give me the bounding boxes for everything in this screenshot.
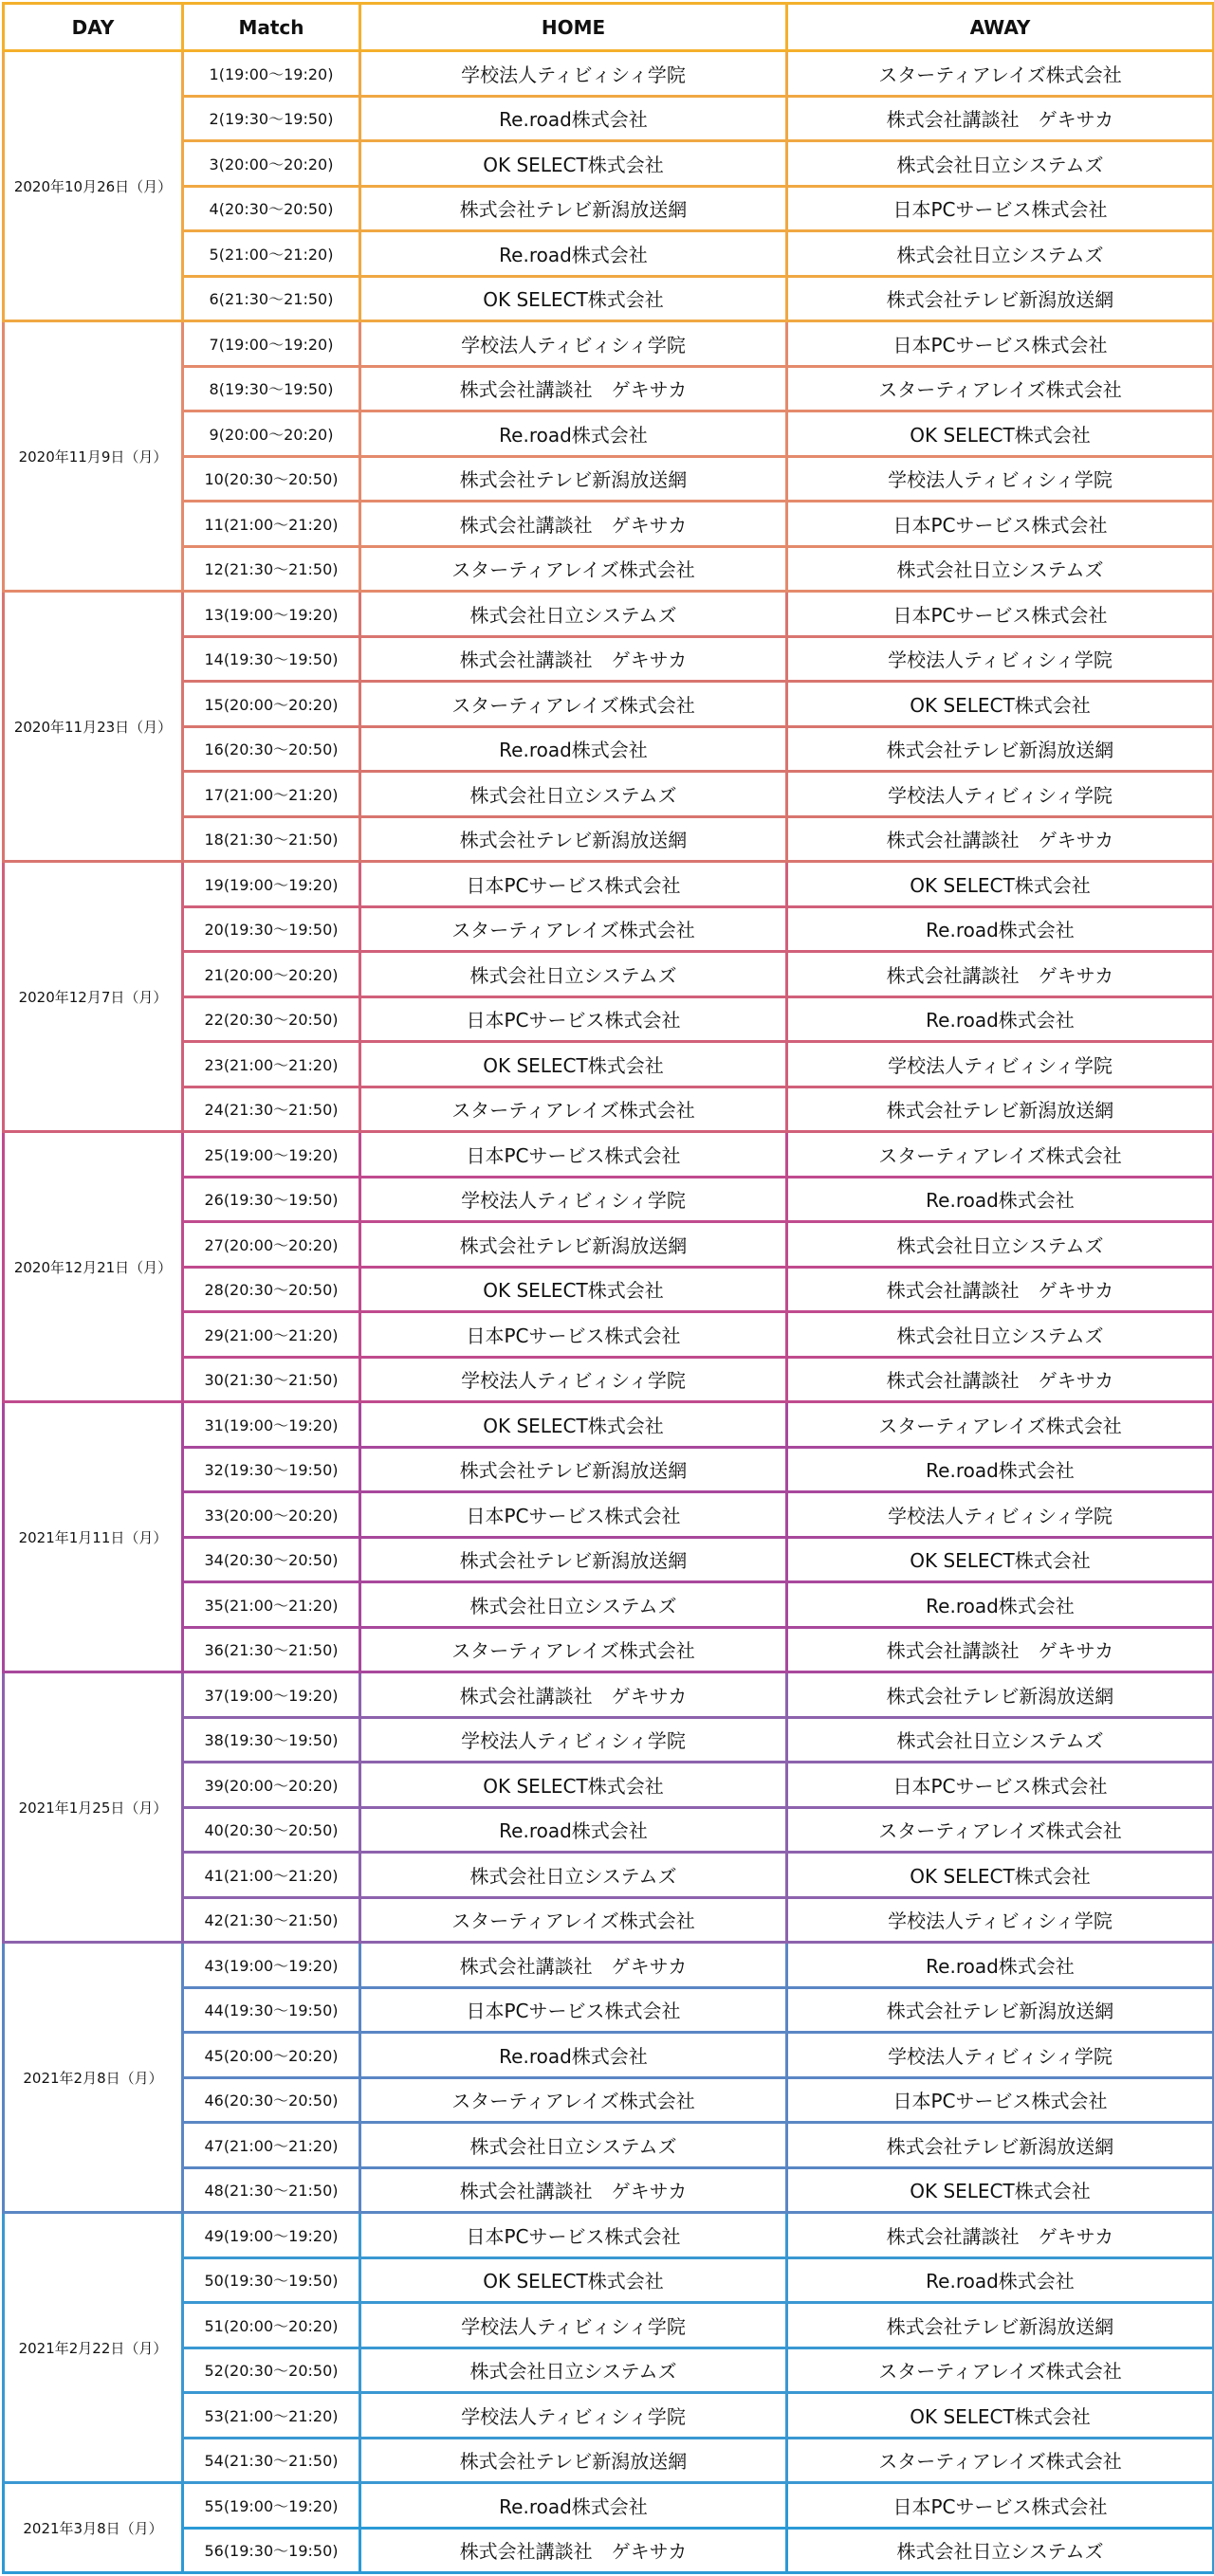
match-row xyxy=(4,1807,1214,1853)
home-team-cell: 学校法人ティビィシィ学院 xyxy=(360,2393,787,2439)
away-team-cell: Re.road株式会社 xyxy=(787,1582,1214,1628)
away-column-header: AWAY xyxy=(787,4,1214,51)
home-team-cell: 学校法人ティビィシィ学院 xyxy=(360,321,787,367)
away-team-cell: スターティアレイズ株式会社 xyxy=(787,366,1214,411)
home-team-cell: スターティアレイズ株式会社 xyxy=(360,1087,787,1132)
match-row xyxy=(4,276,1214,321)
away-team-cell: 株式会社日立システムズ xyxy=(787,2528,1214,2573)
match-row xyxy=(4,1177,1214,1222)
match-number-cell: 30(21:30～21:50) xyxy=(183,1357,360,1402)
match-number-cell: 7(19:00～19:20) xyxy=(183,321,360,367)
match-number-cell: 26(19:30～19:50) xyxy=(183,1177,360,1222)
match-number-cell: 55(19:00～19:20) xyxy=(183,2483,360,2529)
match-row xyxy=(4,2528,1214,2573)
away-team-cell: 学校法人ティビィシィ学院 xyxy=(787,1042,1214,1087)
away-team-cell: Re.road株式会社 xyxy=(787,2257,1214,2303)
home-team-cell: 学校法人ティビィシィ学院 xyxy=(360,2303,787,2348)
away-team-cell: 株式会社講談社 ゲキサカ xyxy=(787,96,1214,141)
match-number-cell: 37(19:00～19:20) xyxy=(183,1672,360,1718)
home-team-cell: Re.road株式会社 xyxy=(360,411,787,457)
match-row xyxy=(4,1672,1214,1718)
away-team-cell: 学校法人ティビィシィ学院 xyxy=(787,636,1214,682)
away-team-cell: 株式会社テレビ新潟放送網 xyxy=(787,2123,1214,2168)
home-team-cell: 株式会社日立システムズ xyxy=(360,1582,787,1628)
match-number-cell: 35(21:00～21:20) xyxy=(183,1582,360,1628)
match-row xyxy=(4,772,1214,817)
away-team-cell: OK SELECT株式会社 xyxy=(787,411,1214,457)
away-team-cell: Re.road株式会社 xyxy=(787,1177,1214,1222)
home-team-cell: スターティアレイズ株式会社 xyxy=(360,546,787,592)
match-row xyxy=(4,546,1214,592)
match-number-cell: 41(21:00～21:20) xyxy=(183,1853,360,1898)
home-team-cell: OK SELECT株式会社 xyxy=(360,1042,787,1087)
match-number-cell: 54(21:30～21:50) xyxy=(183,2438,360,2483)
day-date-cell: 2021年2月8日（月） xyxy=(4,1943,183,2213)
match-number-cell: 16(20:30～20:50) xyxy=(183,726,360,772)
away-team-cell: OK SELECT株式会社 xyxy=(787,1537,1214,1582)
match-row xyxy=(4,816,1214,862)
away-team-cell: 日本PCサービス株式会社 xyxy=(787,502,1214,547)
home-team-cell: 株式会社テレビ新潟放送網 xyxy=(360,2438,787,2483)
match-number-cell: 3(20:00～20:20) xyxy=(183,141,360,187)
match-number-cell: 31(19:00～19:20) xyxy=(183,1402,360,1448)
match-row xyxy=(4,1402,1214,1448)
match-row xyxy=(4,2303,1214,2348)
home-team-cell: 日本PCサービス株式会社 xyxy=(360,2213,787,2258)
match-row xyxy=(4,1267,1214,1312)
match-row xyxy=(4,2123,1214,2168)
match-row xyxy=(4,2077,1214,2123)
match-number-cell: 52(20:30～20:50) xyxy=(183,2348,360,2393)
home-team-cell: 株式会社日立システムズ xyxy=(360,592,787,637)
home-team-cell: 日本PCサービス株式会社 xyxy=(360,862,787,907)
match-row xyxy=(4,682,1214,727)
away-team-cell: 学校法人ティビィシィ学院 xyxy=(787,2033,1214,2078)
home-team-cell: 株式会社講談社 ゲキサカ xyxy=(360,2167,787,2213)
home-team-cell: OK SELECT株式会社 xyxy=(360,2257,787,2303)
away-team-cell: 学校法人ティビィシィ学院 xyxy=(787,1897,1214,1943)
away-team-cell: 日本PCサービス株式会社 xyxy=(787,592,1214,637)
match-row xyxy=(4,1987,1214,2033)
match-number-cell: 29(21:00～21:20) xyxy=(183,1312,360,1358)
away-team-cell: 学校法人ティビィシィ学院 xyxy=(787,456,1214,502)
away-team-cell: 株式会社日立システムズ xyxy=(787,546,1214,592)
match-row xyxy=(4,952,1214,997)
away-team-cell: 株式会社講談社 ゲキサカ xyxy=(787,1627,1214,1672)
away-team-cell: OK SELECT株式会社 xyxy=(787,1853,1214,1898)
match-number-cell: 53(21:00～21:20) xyxy=(183,2393,360,2439)
match-number-cell: 19(19:00～19:20) xyxy=(183,862,360,907)
home-team-cell: 学校法人ティビィシィ学院 xyxy=(360,1177,787,1222)
home-team-cell: OK SELECT株式会社 xyxy=(360,276,787,321)
match-number-cell: 15(20:00～20:20) xyxy=(183,682,360,727)
match-number-cell: 36(21:30～21:50) xyxy=(183,1627,360,1672)
home-team-cell: スターティアレイズ株式会社 xyxy=(360,1897,787,1943)
match-row xyxy=(4,1087,1214,1132)
home-team-cell: 株式会社講談社 ゲキサカ xyxy=(360,1672,787,1718)
away-team-cell: スターティアレイズ株式会社 xyxy=(787,1807,1214,1853)
away-team-cell: 株式会社日立システムズ xyxy=(787,231,1214,277)
home-team-cell: 株式会社講談社 ゲキサカ xyxy=(360,1943,787,1988)
match-row xyxy=(4,366,1214,411)
home-team-cell: 株式会社テレビ新潟放送網 xyxy=(360,456,787,502)
day-date-cell: 2020年12月21日（月） xyxy=(4,1132,183,1402)
day-date-cell: 2021年1月11日（月） xyxy=(4,1402,183,1672)
away-team-cell: 学校法人ティビィシィ学院 xyxy=(787,772,1214,817)
home-team-cell: 学校法人ティビィシィ学院 xyxy=(360,1357,787,1402)
match-number-cell: 28(20:30～20:50) xyxy=(183,1267,360,1312)
day-date-cell: 2020年12月7日（月） xyxy=(4,862,183,1132)
match-number-cell: 48(21:30～21:50) xyxy=(183,2167,360,2213)
home-team-cell: 日本PCサービス株式会社 xyxy=(360,1492,787,1538)
match-row xyxy=(4,996,1214,1042)
home-team-cell: Re.road株式会社 xyxy=(360,726,787,772)
away-team-cell: 日本PCサービス株式会社 xyxy=(787,321,1214,367)
day-date-cell: 2021年3月8日（月） xyxy=(4,2483,183,2573)
home-team-cell: Re.road株式会社 xyxy=(360,2483,787,2529)
match-number-cell: 47(21:00～21:20) xyxy=(183,2123,360,2168)
away-team-cell: スターティアレイズ株式会社 xyxy=(787,1132,1214,1178)
match-row xyxy=(4,1042,1214,1087)
match-number-cell: 23(21:00～21:20) xyxy=(183,1042,360,1087)
match-row xyxy=(4,2213,1214,2258)
home-team-cell: 株式会社日立システムズ xyxy=(360,772,787,817)
match-row xyxy=(4,1627,1214,1672)
match-row xyxy=(4,502,1214,547)
away-team-cell: 日本PCサービス株式会社 xyxy=(787,1763,1214,1808)
home-team-cell: 株式会社講談社 ゲキサカ xyxy=(360,2528,787,2573)
match-row xyxy=(4,1537,1214,1582)
home-column-header: HOME xyxy=(360,4,787,51)
match-number-cell: 38(19:30～19:50) xyxy=(183,1717,360,1763)
match-row xyxy=(4,1717,1214,1763)
match-row xyxy=(4,636,1214,682)
away-team-cell: 株式会社日立システムズ xyxy=(787,1717,1214,1763)
day-date-cell: 2020年10月26日（月） xyxy=(4,51,183,321)
match-row xyxy=(4,96,1214,141)
away-team-cell: 日本PCサービス株式会社 xyxy=(787,2077,1214,2123)
away-team-cell: スターティアレイズ株式会社 xyxy=(787,1402,1214,1448)
match-row xyxy=(4,51,1214,97)
header-row xyxy=(4,4,1214,51)
match-row xyxy=(4,411,1214,457)
home-team-cell: スターティアレイズ株式会社 xyxy=(360,2077,787,2123)
away-team-cell: 学校法人ティビィシィ学院 xyxy=(787,1492,1214,1538)
away-team-cell: スターティアレイズ株式会社 xyxy=(787,51,1214,97)
home-team-cell: Re.road株式会社 xyxy=(360,231,787,277)
match-row xyxy=(4,726,1214,772)
home-team-cell: 株式会社講談社 ゲキサカ xyxy=(360,502,787,547)
home-team-cell: Re.road株式会社 xyxy=(360,96,787,141)
away-team-cell: OK SELECT株式会社 xyxy=(787,682,1214,727)
match-row xyxy=(4,1897,1214,1943)
away-team-cell: OK SELECT株式会社 xyxy=(787,862,1214,907)
home-team-cell: 日本PCサービス株式会社 xyxy=(360,1312,787,1358)
match-number-cell: 51(20:00～20:20) xyxy=(183,2303,360,2348)
home-team-cell: 株式会社テレビ新潟放送網 xyxy=(360,1222,787,1268)
away-team-cell: Re.road株式会社 xyxy=(787,996,1214,1042)
away-team-cell: 株式会社日立システムズ xyxy=(787,1222,1214,1268)
match-number-cell: 5(21:00～21:20) xyxy=(183,231,360,277)
away-team-cell: OK SELECT株式会社 xyxy=(787,2167,1214,2213)
match-number-cell: 45(20:00～20:20) xyxy=(183,2033,360,2078)
home-team-cell: 株式会社テレビ新潟放送網 xyxy=(360,186,787,231)
match-row xyxy=(4,321,1214,367)
schedule-table xyxy=(2,2,1214,2574)
away-team-cell: 日本PCサービス株式会社 xyxy=(787,2483,1214,2529)
home-team-cell: Re.road株式会社 xyxy=(360,1807,787,1853)
home-team-cell: 学校法人ティビィシィ学院 xyxy=(360,51,787,97)
match-number-cell: 4(20:30～20:50) xyxy=(183,186,360,231)
match-row xyxy=(4,1312,1214,1358)
match-row xyxy=(4,231,1214,277)
away-team-cell: 株式会社テレビ新潟放送網 xyxy=(787,1672,1214,1718)
match-number-cell: 25(19:00～19:20) xyxy=(183,1132,360,1178)
home-team-cell: 株式会社日立システムズ xyxy=(360,1853,787,1898)
home-team-cell: Re.road株式会社 xyxy=(360,2033,787,2078)
home-team-cell: スターティアレイズ株式会社 xyxy=(360,682,787,727)
day-date-cell: 2021年2月22日（月） xyxy=(4,2213,183,2483)
match-row xyxy=(4,1763,1214,1808)
match-row xyxy=(4,1853,1214,1898)
day-date-cell: 2020年11月9日（月） xyxy=(4,321,183,592)
match-row xyxy=(4,2167,1214,2213)
match-row xyxy=(4,2033,1214,2078)
away-team-cell: 株式会社日立システムズ xyxy=(787,141,1214,187)
away-team-cell: Re.road株式会社 xyxy=(787,906,1214,952)
home-team-cell: 日本PCサービス株式会社 xyxy=(360,1987,787,2033)
away-team-cell: 日本PCサービス株式会社 xyxy=(787,186,1214,231)
home-team-cell: 株式会社テレビ新潟放送網 xyxy=(360,1537,787,1582)
match-number-cell: 44(19:30～19:50) xyxy=(183,1987,360,2033)
home-team-cell: 株式会社テレビ新潟放送網 xyxy=(360,1447,787,1492)
home-team-cell: 株式会社日立システムズ xyxy=(360,2348,787,2393)
away-team-cell: スターティアレイズ株式会社 xyxy=(787,2348,1214,2393)
match-row xyxy=(4,862,1214,907)
match-row xyxy=(4,1492,1214,1538)
match-number-cell: 2(19:30～19:50) xyxy=(183,96,360,141)
home-team-cell: スターティアレイズ株式会社 xyxy=(360,1627,787,1672)
match-row xyxy=(4,1447,1214,1492)
away-team-cell: 株式会社日立システムズ xyxy=(787,1312,1214,1358)
away-team-cell: 株式会社講談社 ゲキサカ xyxy=(787,952,1214,997)
match-number-cell: 10(20:30～20:50) xyxy=(183,456,360,502)
match-column-header: Match xyxy=(183,4,360,51)
match-row xyxy=(4,1582,1214,1628)
match-number-cell: 13(19:00～19:20) xyxy=(183,592,360,637)
away-team-cell: 株式会社テレビ新潟放送網 xyxy=(787,726,1214,772)
match-number-cell: 34(20:30～20:50) xyxy=(183,1537,360,1582)
match-number-cell: 43(19:00～19:20) xyxy=(183,1943,360,1988)
match-number-cell: 6(21:30～21:50) xyxy=(183,276,360,321)
match-number-cell: 21(20:00～20:20) xyxy=(183,952,360,997)
match-row xyxy=(4,2483,1214,2529)
match-row xyxy=(4,2393,1214,2439)
away-team-cell: 株式会社テレビ新潟放送網 xyxy=(787,276,1214,321)
match-row xyxy=(4,2438,1214,2483)
away-team-cell: 株式会社テレビ新潟放送網 xyxy=(787,1087,1214,1132)
home-team-cell: 株式会社日立システムズ xyxy=(360,952,787,997)
match-number-cell: 32(19:30～19:50) xyxy=(183,1447,360,1492)
match-row xyxy=(4,1132,1214,1178)
match-row xyxy=(4,141,1214,187)
match-row xyxy=(4,1222,1214,1268)
match-row xyxy=(4,456,1214,502)
away-team-cell: Re.road株式会社 xyxy=(787,1447,1214,1492)
home-team-cell: OK SELECT株式会社 xyxy=(360,1267,787,1312)
match-number-cell: 18(21:30～21:50) xyxy=(183,816,360,862)
match-number-cell: 40(20:30～20:50) xyxy=(183,1807,360,1853)
match-number-cell: 49(19:00～19:20) xyxy=(183,2213,360,2258)
away-team-cell: 株式会社講談社 ゲキサカ xyxy=(787,1267,1214,1312)
match-row xyxy=(4,2257,1214,2303)
day-date-cell: 2021年1月25日（月） xyxy=(4,1672,183,1943)
away-team-cell: スターティアレイズ株式会社 xyxy=(787,2438,1214,2483)
match-number-cell: 33(20:00～20:20) xyxy=(183,1492,360,1538)
match-number-cell: 50(19:30～19:50) xyxy=(183,2257,360,2303)
match-number-cell: 12(21:30～21:50) xyxy=(183,546,360,592)
away-team-cell: Re.road株式会社 xyxy=(787,1943,1214,1988)
home-team-cell: OK SELECT株式会社 xyxy=(360,1402,787,1448)
match-row xyxy=(4,906,1214,952)
match-number-cell: 46(20:30～20:50) xyxy=(183,2077,360,2123)
away-team-cell: 株式会社講談社 ゲキサカ xyxy=(787,816,1214,862)
schedule-body xyxy=(4,51,1214,2573)
match-number-cell: 24(21:30～21:50) xyxy=(183,1087,360,1132)
match-number-cell: 11(21:00～21:20) xyxy=(183,502,360,547)
day-date-cell: 2020年11月23日（月） xyxy=(4,592,183,862)
day-column-header: DAY xyxy=(4,4,183,51)
match-row xyxy=(4,1943,1214,1988)
match-number-cell: 27(20:00～20:20) xyxy=(183,1222,360,1268)
home-team-cell: 日本PCサービス株式会社 xyxy=(360,996,787,1042)
away-team-cell: 株式会社テレビ新潟放送網 xyxy=(787,1987,1214,2033)
match-number-cell: 56(19:30～19:50) xyxy=(183,2528,360,2573)
match-row xyxy=(4,1357,1214,1402)
match-number-cell: 1(19:00～19:20) xyxy=(183,51,360,97)
home-team-cell: 株式会社日立システムズ xyxy=(360,2123,787,2168)
match-number-cell: 42(21:30～21:50) xyxy=(183,1897,360,1943)
match-number-cell: 22(20:30～20:50) xyxy=(183,996,360,1042)
home-team-cell: 株式会社講談社 ゲキサカ xyxy=(360,366,787,411)
home-team-cell: 株式会社テレビ新潟放送網 xyxy=(360,816,787,862)
home-team-cell: 学校法人ティビィシィ学院 xyxy=(360,1717,787,1763)
away-team-cell: 株式会社テレビ新潟放送網 xyxy=(787,2303,1214,2348)
away-team-cell: OK SELECT株式会社 xyxy=(787,2393,1214,2439)
match-number-cell: 17(21:00～21:20) xyxy=(183,772,360,817)
match-row xyxy=(4,186,1214,231)
home-team-cell: 株式会社講談社 ゲキサカ xyxy=(360,636,787,682)
match-row xyxy=(4,2348,1214,2393)
match-number-cell: 14(19:30～19:50) xyxy=(183,636,360,682)
home-team-cell: 日本PCサービス株式会社 xyxy=(360,1132,787,1178)
away-team-cell: 株式会社講談社 ゲキサカ xyxy=(787,2213,1214,2258)
match-number-cell: 20(19:30～19:50) xyxy=(183,906,360,952)
home-team-cell: OK SELECT株式会社 xyxy=(360,141,787,187)
home-team-cell: スターティアレイズ株式会社 xyxy=(360,906,787,952)
away-team-cell: 株式会社講談社 ゲキサカ xyxy=(787,1357,1214,1402)
match-number-cell: 8(19:30～19:50) xyxy=(183,366,360,411)
match-number-cell: 39(20:00～20:20) xyxy=(183,1763,360,1808)
match-row xyxy=(4,592,1214,637)
home-team-cell: OK SELECT株式会社 xyxy=(360,1763,787,1808)
match-number-cell: 9(20:00～20:20) xyxy=(183,411,360,457)
